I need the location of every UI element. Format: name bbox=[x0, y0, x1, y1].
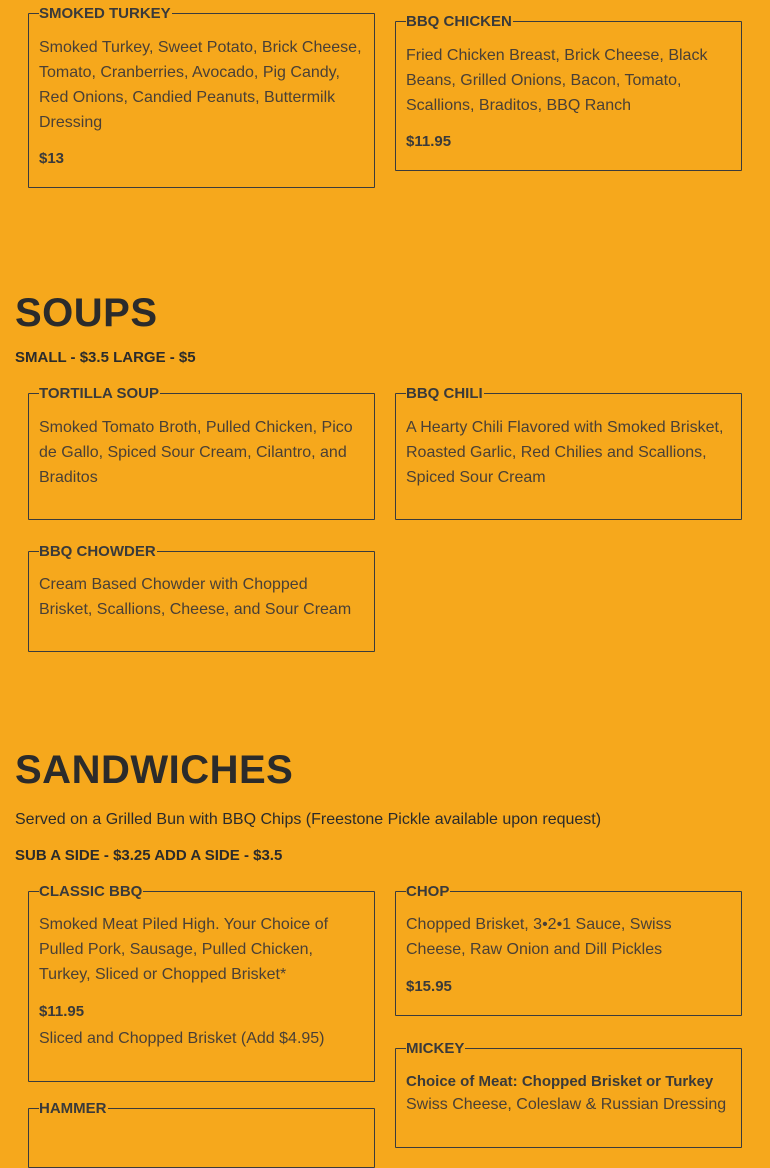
menu-item-price: $13 bbox=[39, 150, 65, 167]
menu-item-title: HAMMER bbox=[39, 1100, 107, 1117]
section-title-soups: SOUPS bbox=[15, 291, 158, 335]
menu-card-tortilla-soup bbox=[28, 385, 375, 520]
menu-card-hammer bbox=[28, 1100, 375, 1168]
menu-item-title: BBQ CHICKEN bbox=[406, 13, 512, 30]
menu-item-price: $11.95 bbox=[406, 133, 452, 150]
menu-card-mickey bbox=[395, 1040, 742, 1148]
menu-card-bbq-chicken bbox=[395, 13, 742, 171]
menu-item-title: BBQ CHOWDER bbox=[39, 543, 156, 560]
menu-item-title: TORTILLA SOUP bbox=[39, 385, 159, 402]
menu-item-title: SMOKED TURKEY bbox=[39, 5, 171, 22]
sandwich-side-prices: SUB A SIDE - $3.25 ADD A SIDE - $3.5 bbox=[15, 847, 283, 864]
menu-item-description: A Hearty Chili Flavored with Smoked Brisket, Roasted Garlic, Red Chilies and Scallions, Spiced Sour Cream bbox=[406, 419, 724, 486]
menu-card-bbq-chowder bbox=[28, 543, 375, 652]
soup-size-prices: SMALL - $3.5 LARGE - $5 bbox=[15, 349, 196, 366]
menu-item-meat-choice: Choice of Meat: Chopped Brisket or Turkey bbox=[406, 1073, 714, 1090]
menu-item-addon: Sliced and Chopped Brisket (Add $4.95) bbox=[39, 1030, 325, 1047]
menu-item-price: $11.95 bbox=[39, 1003, 85, 1020]
menu-item-description: Swiss Cheese, Coleslaw & Russian Dressing bbox=[406, 1096, 727, 1113]
menu-card-chop bbox=[395, 883, 742, 1016]
menu-card-classic-bbq bbox=[28, 883, 375, 1082]
menu-item-title: CLASSIC BBQ bbox=[39, 883, 143, 900]
menu-item-price: $15.95 bbox=[406, 978, 452, 995]
menu-item-description: Fried Chicken Breast, Brick Cheese, Black Beans, Grilled Onions, Bacon, Tomato, Scallions, Braditos, BBQ Ranch bbox=[406, 47, 708, 114]
sandwich-serving-note: Served on a Grilled Bun with BBQ Chips (Freestone Pickle available upon request) bbox=[15, 811, 602, 828]
menu-item-title: BBQ CHILI bbox=[406, 385, 483, 402]
menu-card-smoked-turkey bbox=[28, 5, 375, 188]
menu-item-description: Cream Based Chowder with Chopped Brisket, Scallions, Cheese, and Sour Cream bbox=[39, 576, 352, 618]
menu-item-description: Smoked Tomato Broth, Pulled Chicken, Pico de Gallo, Spiced Sour Cream, Cilantro, and Braditos bbox=[39, 419, 353, 486]
menu-item-title: MICKEY bbox=[406, 1040, 465, 1057]
menu-item-title: CHOP bbox=[406, 883, 450, 900]
section-title-sandwiches: SANDWICHES bbox=[15, 748, 294, 792]
menu-item-description: Chopped Brisket, 3•2•1 Sauce, Swiss Cheese, Raw Onion and Dill Pickles bbox=[406, 916, 672, 958]
menu-item-description: Smoked Meat Piled High. Your Choice of Pulled Pork, Sausage, Pulled Chicken, Turkey, Sliced or Chopped Brisket* bbox=[39, 916, 329, 983]
menu-card-bbq-chili bbox=[395, 385, 742, 520]
menu-item-description: Smoked Turkey, Sweet Potato, Brick Cheese, Tomato, Cranberries, Avocado, Pig Candy, Red Onions, Candied Peanuts, Buttermilk Dressing bbox=[39, 39, 362, 131]
